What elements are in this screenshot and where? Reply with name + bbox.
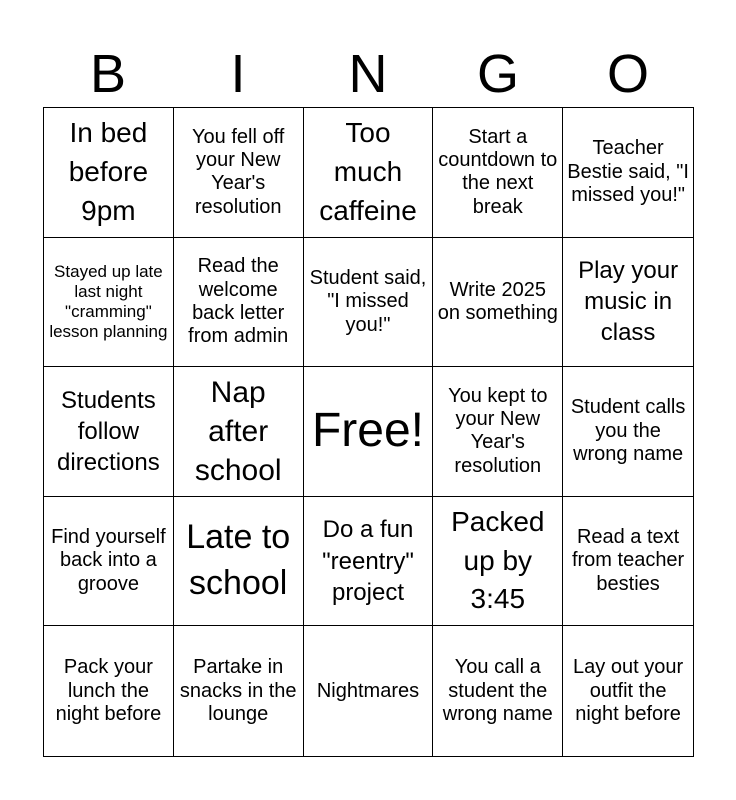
header-letter-i: I [230, 44, 246, 104]
bingo-cell[interactable]: Late to school [174, 497, 304, 627]
bingo-cell[interactable]: Do a fun "reentry" project [304, 497, 434, 627]
bingo-cell[interactable]: You kept to your New Year's resolution [433, 367, 563, 497]
bingo-cell[interactable]: Find yourself back into a groove [44, 497, 174, 627]
bingo-cell[interactable]: Write 2025 on something [433, 238, 563, 368]
bingo-cell[interactable]: Pack your lunch the night before [44, 626, 174, 756]
bingo-cell[interactable]: Partake in snacks in the lounge [174, 626, 304, 756]
header-letter-g: G [476, 44, 519, 104]
bingo-cell[interactable]: Student said, "I missed you!" [304, 238, 434, 368]
bingo-cell[interactable]: Stayed up late last night "cramming" lesson planning [44, 238, 174, 368]
bingo-cell[interactable]: Lay out your outfit the night before [573, 656, 684, 725]
bingo-cell[interactable]: Students follow directions [44, 367, 174, 497]
bingo-cell[interactable]: Too much caffeine [304, 108, 434, 238]
bingo-cell[interactable]: Nightmares [304, 626, 434, 756]
bingo-cell[interactable]: In bed before 9pm [44, 108, 174, 238]
bingo-cell[interactable]: Student calls you the wrong name [563, 367, 693, 497]
bingo-cell[interactable]: Nap after school [174, 367, 304, 497]
bingo-cell[interactable]: Start a countdown to the next break [433, 108, 563, 238]
bingo-cell[interactable]: You call a student the wrong name [433, 626, 563, 756]
bingo-cell[interactable]: Play your music in class [563, 238, 693, 368]
bingo-cell[interactable]: Packed up by 3:45 [433, 497, 563, 627]
bingo-cell[interactable]: Read a text from teacher besties [563, 497, 693, 627]
bingo-cell[interactable]: Teacher Bestie said, "I missed you!" [563, 108, 693, 238]
bingo-cell[interactable]: Read the welcome back letter from admin [174, 238, 304, 368]
bingo-header [43, 40, 693, 108]
bingo-cell[interactable]: You fell off your New Year's resolution [174, 108, 304, 238]
header-letter-o: O [606, 44, 649, 104]
bingo-board [43, 107, 694, 757]
header-letter-n: N [348, 44, 388, 104]
header-letter-b: B [89, 44, 127, 104]
free-space-cell[interactable]: Free! [304, 367, 434, 497]
